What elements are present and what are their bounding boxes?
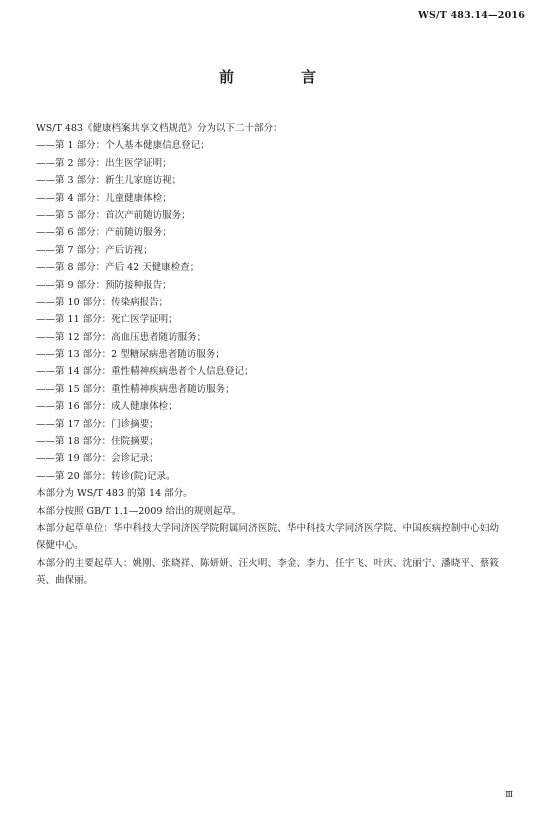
page-number: Ⅲ bbox=[505, 790, 513, 799]
page-title: 前 言 bbox=[218, 68, 342, 86]
standard-code-header: WS/T 483.14—2016 bbox=[418, 10, 525, 21]
list-item: ——第 20 部分：转诊(院)记录。 bbox=[36, 470, 176, 482]
parts-list bbox=[36, 137, 516, 485]
list-item: ——第 1 部分：个人基本健康信息登记； bbox=[36, 140, 210, 152]
paragraph-drafting-rules: 本部分按照 GB/T 1.1—2009 给出的规则起草。 bbox=[36, 505, 242, 517]
paragraph-drafters: 本部分的主要起草人：姚刚、张晓祥、陈妍妍、汪火明、李金、李力、任宇飞、叶庆、沈丽宁、潘晓平、蔡筱英、曲保丽。 bbox=[36, 557, 499, 587]
list-item: ——第 12 部分：高血压患者随访服务； bbox=[36, 331, 207, 343]
list-item: ——第 4 部分：儿童健康体检； bbox=[36, 192, 172, 204]
list-item: ——第 5 部分：首次产前随访服务； bbox=[36, 209, 191, 221]
intro-line: WS/T 483《健康档案共享文档规范》分为以下二十部分： bbox=[36, 123, 283, 134]
paragraph-drafting-units: 本部分起草单位：华中科技大学同济医学院附属同济医院、华中科技大学同济医学院、中国疾病控制中心妇幼保健中心。 bbox=[36, 522, 499, 552]
list-item: ——第 8 部分：产后 42 天健康检查； bbox=[36, 262, 200, 274]
list-item: ——第 18 部分：住院摘要； bbox=[36, 436, 159, 448]
list-item: ——第 3 部分：新生儿家庭访视； bbox=[36, 175, 182, 187]
list-item: ——第 6 部分：产前随访服务； bbox=[36, 227, 172, 239]
list-item: ——第 14 部分：重性精神疾病患者个人信息登记； bbox=[36, 366, 254, 378]
list-item: ——第 9 部分：预防接种报告； bbox=[36, 279, 172, 291]
list-item: ——第 11 部分：死亡医学证明； bbox=[36, 314, 178, 326]
paragraph-part-statement: 本部分为 WS/T 483 的第 14 部分。 bbox=[36, 488, 193, 500]
list-item: ——第 16 部分：成人健康体检； bbox=[36, 401, 178, 413]
preface-body bbox=[36, 120, 516, 590]
list-item: ——第 13 部分：2 型糖尿病患者随访服务； bbox=[36, 349, 225, 361]
list-item: ——第 10 部分：传染病报告； bbox=[36, 296, 169, 308]
list-item: ——第 15 部分：重性精神疾病患者随访服务； bbox=[36, 383, 235, 395]
list-item: ——第 2 部分：出生医学证明； bbox=[36, 157, 172, 169]
list-item: ——第 19 部分：会诊记录； bbox=[36, 453, 159, 465]
list-item: ——第 17 部分：门诊摘要； bbox=[36, 418, 159, 430]
list-item: ——第 7 部分：产后访视； bbox=[36, 244, 153, 256]
